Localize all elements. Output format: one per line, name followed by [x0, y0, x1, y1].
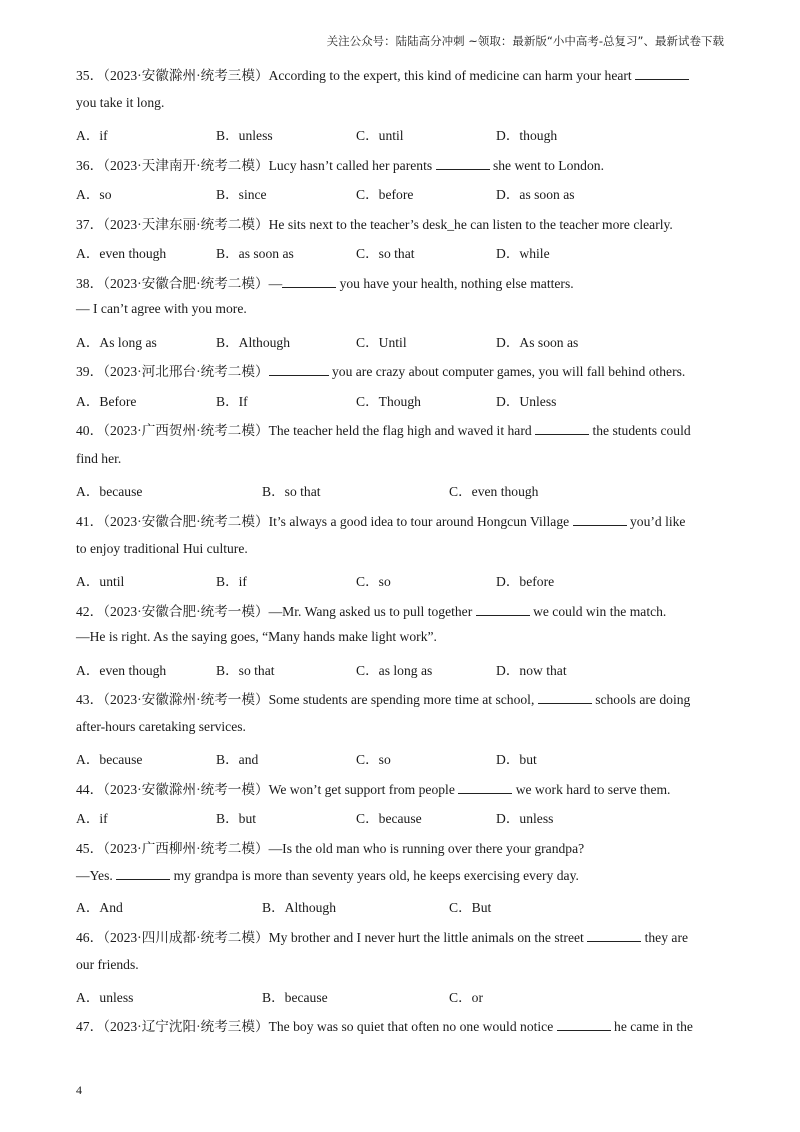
q-number: 37．: [76, 217, 104, 232]
question-38-cont: — I can’t agree with you more.: [76, 301, 247, 316]
q-source: （2023·广西柳州·统考二模）: [103, 841, 269, 856]
q-source: （2023·安徽滁州·统考三模）: [103, 68, 269, 83]
question-43: [76, 688, 690, 708]
q-source: （2023·安徽滁州·统考一模）: [103, 782, 269, 797]
q-text: The boy was so quiet that often no one would notice: [268, 1019, 554, 1034]
q-text: you’d like: [629, 514, 686, 529]
q-text: you have your health, nothing else matters.: [339, 276, 574, 291]
q-number: 45．: [76, 841, 104, 856]
q-text: My brother and I never hurt the little animals on the street: [268, 930, 584, 945]
q-text: We won’t get support from people: [268, 782, 455, 797]
q-number: 44．: [76, 782, 104, 797]
answer-blank: [535, 422, 589, 435]
question-46: [76, 926, 688, 946]
q-source: （2023·广西贺州·统考二模）: [103, 423, 269, 438]
option-c: C．even though: [449, 484, 539, 499]
q-number: 46．: [76, 930, 104, 945]
q-text: —: [268, 276, 283, 291]
option-a: A．And: [76, 900, 123, 915]
answer-blank: [476, 603, 530, 616]
option-b: B．unless: [216, 128, 273, 143]
q-number: 43．: [76, 692, 104, 707]
option-b: B．since: [216, 187, 267, 202]
q-text: my grandpa is more than seventy years old, he keeps exercising every day.: [173, 868, 579, 883]
option-c: C．before: [356, 187, 414, 202]
option-c: C．as long as: [356, 663, 433, 678]
question-41: [76, 510, 685, 530]
q-source: （2023·四川成都·统考二模）: [103, 930, 269, 945]
option-a: A．unless: [76, 990, 134, 1005]
q-source: （2023·辽宁沈阳·统考三模）: [103, 1019, 269, 1034]
option-b: B．Although: [262, 900, 337, 915]
option-b: B．so that: [216, 663, 275, 678]
answer-blank: [116, 867, 170, 880]
q-text: Some students are spending more time at school,: [268, 692, 535, 707]
question-42: [76, 600, 666, 620]
q-text: Lucy hasn’t called her parents: [268, 158, 433, 173]
answer-blank: [282, 275, 336, 288]
option-d: D．as soon as: [496, 187, 575, 202]
q-source: （2023·安徽合肥·统考二模）: [103, 276, 269, 291]
question-36: [76, 154, 604, 174]
answer-blank: [573, 513, 627, 526]
option-c: C．because: [356, 811, 422, 826]
option-b: B．if: [216, 574, 247, 589]
option-d: D．now that: [496, 663, 567, 678]
q-source: （2023·天津东丽·统考二模）: [103, 217, 269, 232]
option-d: D．before: [496, 574, 555, 589]
q-text: schools are doing: [595, 692, 691, 707]
option-a: A．because: [76, 752, 143, 767]
question-47: [76, 1015, 693, 1035]
q-text: According to the expert, this kind of medicine can harm your heart: [268, 68, 632, 83]
q-source: （2023·河北邢台·统考二模）: [103, 364, 269, 379]
q-text: he came in the: [614, 1019, 693, 1034]
q-source: （2023·安徽合肥·统考一模）: [103, 604, 269, 619]
answer-blank: [587, 929, 641, 942]
option-c: C．Until: [356, 335, 407, 350]
question-46-cont: our friends.: [76, 957, 139, 972]
question-40-cont: find her.: [76, 451, 122, 466]
option-d: D．As soon as: [496, 335, 579, 350]
q-number: 35．: [76, 68, 104, 83]
option-d: D．unless: [496, 811, 554, 826]
q-source: （2023·安徽合肥·统考二模）: [103, 514, 269, 529]
option-c: C．Though: [356, 394, 421, 409]
option-a: A．because: [76, 484, 143, 499]
q-number: 41．: [76, 514, 104, 529]
question-45: [76, 837, 584, 857]
option-b: B．but: [216, 811, 257, 826]
q-text: they are: [644, 930, 689, 945]
question-41-cont: to enjoy traditional Hui culture.: [76, 541, 248, 556]
q-number: 39．: [76, 364, 104, 379]
option-a: A．Before: [76, 394, 137, 409]
option-b: B．as soon as: [216, 246, 294, 261]
q-number: 42．: [76, 604, 104, 619]
option-b: B．so that: [262, 484, 321, 499]
q-text: she went to London.: [492, 158, 604, 173]
q-text: the students could: [592, 423, 691, 438]
option-b: B．If: [216, 394, 248, 409]
page-number: 4: [76, 1083, 82, 1097]
option-b: B．because: [262, 990, 328, 1005]
q-text: It’s always a good idea to tour around Hongcun Village: [268, 514, 570, 529]
q-text: we work hard to serve them.: [515, 782, 671, 797]
q-text: —Yes.: [76, 868, 113, 883]
answer-blank: [557, 1018, 611, 1031]
answer-blank: [436, 157, 490, 170]
question-44: [76, 778, 670, 798]
option-a: A．As long as: [76, 335, 157, 350]
q-number: 38．: [76, 276, 104, 291]
question-42-cont: —He is right. As the saying goes, “Many hands make light work”.: [76, 629, 437, 644]
q-text: —Mr. Wang asked us to pull together: [268, 604, 473, 619]
q-source: （2023·安徽滁州·统考一模）: [103, 692, 269, 707]
q-source: （2023·天津南开·统考二模）: [103, 158, 269, 173]
option-c: C．so: [356, 574, 391, 589]
answer-blank: [538, 691, 592, 704]
answer-blank: [269, 363, 329, 376]
q-text: you are crazy about computer games, you will fall behind others.: [331, 364, 686, 379]
option-a: A．even though: [76, 246, 167, 261]
option-c: C．until: [356, 128, 404, 143]
question-45-cont: [76, 867, 579, 884]
option-c: C．so: [356, 752, 391, 767]
answer-blank: [458, 781, 512, 794]
option-a: A．if: [76, 128, 108, 143]
question-37: [76, 213, 673, 233]
option-a: A．if: [76, 811, 108, 826]
option-a: A．even though: [76, 663, 167, 678]
answer-blank: [635, 67, 689, 80]
question-39: [76, 360, 685, 380]
q-text: The teacher held the flag high and waved it hard: [268, 423, 532, 438]
question-40: [76, 419, 691, 439]
option-d: D．Unless: [496, 394, 557, 409]
q-number: 47．: [76, 1019, 104, 1034]
question-43-cont: after-hours caretaking services.: [76, 719, 246, 734]
q-text: we could win the match.: [533, 604, 667, 619]
q-number: 40．: [76, 423, 104, 438]
question-38: [76, 272, 574, 292]
option-c: C．so that: [356, 246, 415, 261]
option-b: B．Although: [216, 335, 291, 350]
option-d: D．though: [496, 128, 558, 143]
option-d: D．but: [496, 752, 537, 767]
option-c: C．or: [449, 990, 483, 1005]
q-text: He sits next to the teacher’s desk_he can listen to the teacher more clearly.: [268, 217, 673, 232]
question-35-cont: you take it long.: [76, 95, 165, 110]
q-number: 36．: [76, 158, 104, 173]
option-c: C．But: [449, 900, 492, 915]
option-a: A．so: [76, 187, 112, 202]
option-d: D．while: [496, 246, 550, 261]
option-a: A．until: [76, 574, 125, 589]
option-b: B．and: [216, 752, 259, 767]
q-text: —Is the old man who is running over there your grandpa?: [268, 841, 585, 856]
page-header: 关注公众号：陆陆高分冲刺 ~领取：最新版“小中高考-总复习”、最新试卷下载: [326, 34, 724, 48]
question-35: [76, 64, 689, 84]
